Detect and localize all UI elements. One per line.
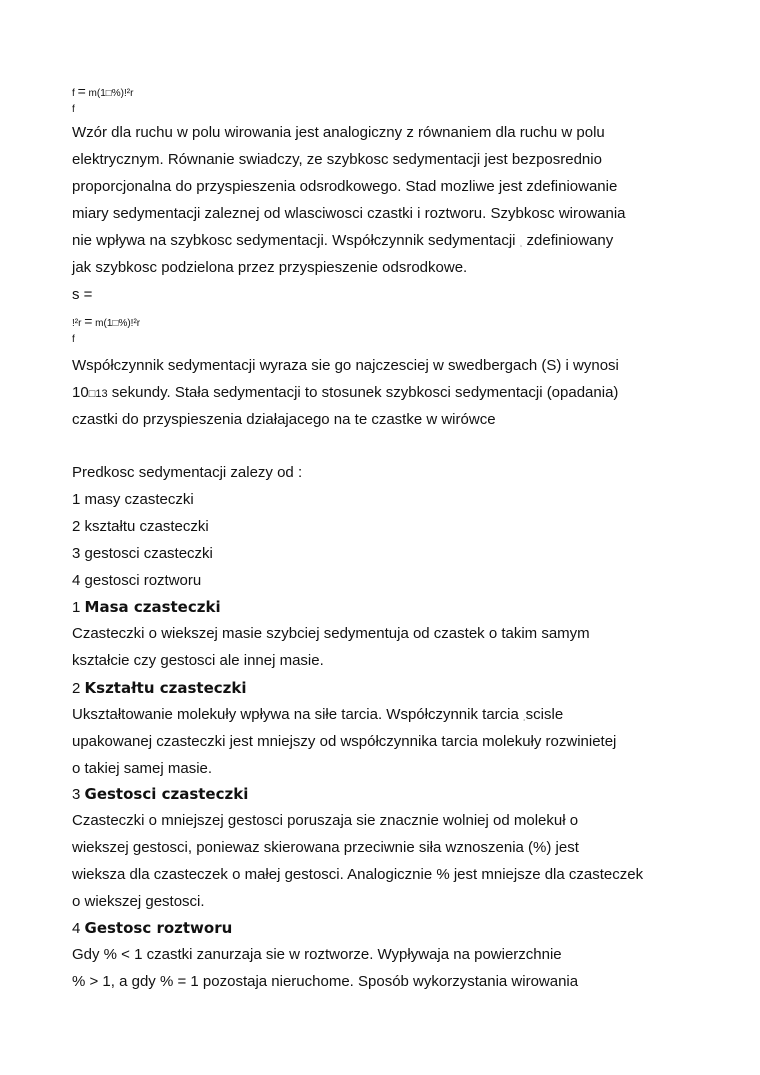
section-number: 4	[72, 920, 85, 937]
text-segment: zdefiniowany	[522, 232, 614, 249]
paragraph-line: upakowanej czasteczki jest mniejszy od współczynnika tarcia molekuły rozwinietej	[72, 733, 617, 750]
section-number: 3	[72, 786, 85, 803]
exponent: 13	[95, 388, 108, 400]
formula-2-body: m(1□%)!²r	[92, 318, 141, 329]
paragraph-line: o takiej samej masie.	[72, 760, 213, 777]
paragraph-line: wieksza dla czasteczek o małej gestosci. Analogicznie % jest mniejsze dla czasteczek	[72, 866, 644, 883]
section-title: Kształtu czasteczki	[84, 679, 247, 697]
section-heading	[72, 678, 246, 699]
section-title: Gestosc roztworu	[84, 919, 233, 937]
formula-2-line: s =	[72, 286, 93, 303]
section-heading	[72, 597, 221, 618]
paragraph-line: Gdy % < 1 czastki zanurzaja sie w roztworze. Wypływaja na powierzchnie	[72, 946, 562, 963]
paragraph-line	[72, 705, 563, 727]
paragraph-line: Wzór dla ruchu w polu wirowania jest analogiczny z równaniem dla ruchu w polu	[72, 124, 605, 141]
list-intro: Predkosc sedymentacji zalezy od :	[72, 464, 303, 481]
formula-2-prefix: !²r	[72, 318, 85, 329]
missing-glyph-box: □	[88, 388, 96, 400]
paragraph-line: miary sedymentacji zaleznej od wlasciwosci czastki i roztworu. Szybkosc wirowania	[72, 205, 626, 222]
list-item: 3 gestosci czasteczki	[72, 545, 213, 562]
section-number: 1	[72, 599, 85, 616]
formula-2-denominator: f	[72, 334, 75, 345]
paragraph-line: elektrycznym. Równanie swiadczy, ze szybkosc sedymentacji jest bezposrednio	[72, 151, 602, 168]
paragraph-line: jak szybkosc podzielona przez przyspieszenie odsrodkowe.	[72, 259, 468, 276]
paragraph-line: Czasteczki o wiekszej masie szybciej sedymentuja od czastek o takim samym	[72, 625, 590, 642]
paragraph-line: kształcie czy gestosci ale innej masie.	[72, 652, 324, 669]
list-item: 1 masy czasteczki	[72, 491, 194, 508]
formula-2	[72, 315, 140, 330]
formula-1-prefix: f	[72, 88, 78, 99]
list-item: 4 gestosci roztworu	[72, 572, 202, 589]
paragraph-line: Współczynnik sedymentacji wyraza sie go najczesciej w swedbergach (S) i wynosi	[72, 357, 619, 374]
formula-1-eq: =	[77, 83, 86, 99]
paragraph-line: wiekszej gestosci, poniewaz skierowana przeciwnie siła wznoszenia (%) jest	[72, 839, 579, 856]
section-title: Masa czasteczki	[84, 598, 221, 616]
paragraph-line: proporcjonalna do przyspieszenia odsrodkowego. Stad mozliwe jest zdefiniowanie	[72, 178, 618, 195]
paragraph-line	[72, 231, 613, 253]
text-segment: nie wpływa na szybkosc sedymentacji. Współczynnik sedymentacji	[72, 232, 520, 249]
text-segment: 10	[72, 384, 89, 401]
list-item: 2 kształtu czasteczki	[72, 518, 209, 535]
formula-2-eq: =	[84, 313, 93, 329]
section-title: Gestosci czasteczki	[84, 785, 249, 803]
paragraph-line: o wiekszej gestosci.	[72, 893, 205, 910]
sedimentation-coefficient-symbol: ¸	[519, 238, 523, 247]
paragraph-line: czastki do przyspieszenia działajacego na te czastke w wirówce	[72, 411, 496, 428]
paragraph-line: % > 1, a gdy % = 1 pozostaja nieruchome. Sposób wykorzystania wirowania	[72, 973, 579, 990]
text-segment: scisle	[525, 706, 564, 723]
formula-1-denominator: f	[72, 104, 75, 115]
section-heading	[72, 918, 232, 939]
formula-1-body: m(1□%)!²r	[85, 88, 134, 99]
friction-coefficient-symbol: ¸	[523, 712, 526, 721]
section-heading	[72, 784, 248, 805]
text-segment: sekundy. Stała sedymentacji to stosunek szybkosci sedymentacji (opadania)	[107, 384, 619, 401]
section-number: 2	[72, 680, 85, 697]
paragraph-line: Czasteczki o mniejszej gestosci poruszaja sie znacznie wolniej od molekuł o	[72, 812, 579, 829]
text-segment: Ukształtowanie molekuły wpływa na siłe tarcia. Współczynnik tarcia	[72, 706, 523, 723]
formula-1	[72, 85, 133, 100]
paragraph-line	[72, 383, 618, 404]
